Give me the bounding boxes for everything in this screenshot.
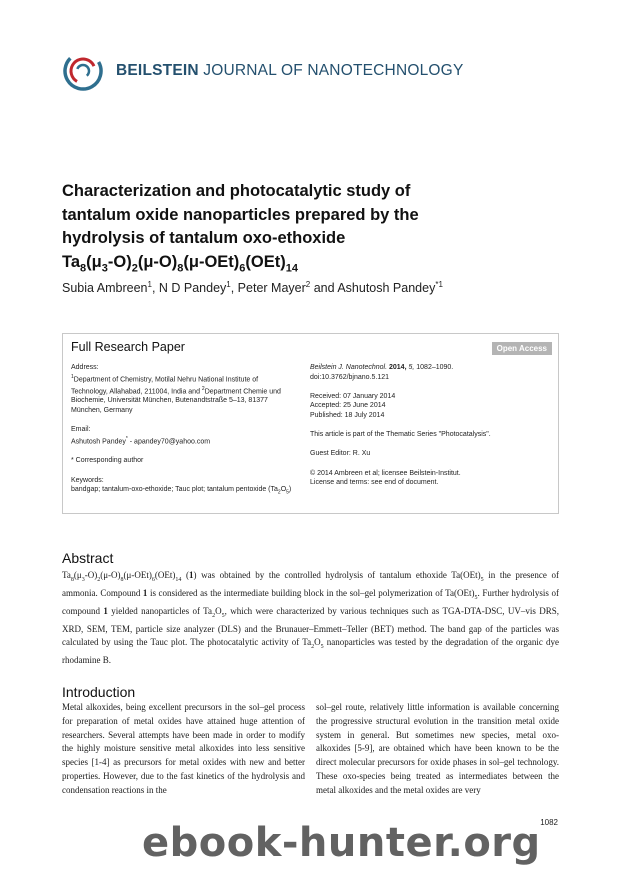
abstract-text: $Ta_8(\mu_3-O)_2(\mu-O)_8(\mu-OEt)_6(OEt)_{14}$ (1) was obtained by the controlled hydrolysis of tantalum ethoxide $Ta(OEt)_5$ in the presence of ammonia. Compound 1 is considered as the intermediate building block in the sol–gel polymerization of $Ta(OEt)_5$. Further hydrolysis of compound 1 yielded nanoparticles of $Ta_2O_5$, which were characterized by various techniques such as TGA-DTA-DSC, UV–vis DRS, XRD, SEM, TEM, particle size analyzer (DLS) and the Brunauer–Emmett–Teller (BET) method. The band gap of the particles was calculated by using the Tauc plot. The photocatalytic activity of $Ta_2O_5$ nanoparticles was tested by the degradation of the organic dye rhodamine B. xyxy=(62,570,560,666)
email-text[interactable]: Ashutosh Pandey* - apandey70@yahoo.com xyxy=(71,435,211,446)
introduction-column-1: Metal alkoxides, being excellent precursors in the sol–gel process for preparation of metal oxides have attained huge attention of researchers. Several attempts have been made in order to modify the highly moisture sensitive metal alkoxides into less sensitive species [1-4] as precursors for metal oxides with new and better properties. However, due to the fast kinetics of the hydrolysis and condensation reactions in the xyxy=(62,702,305,795)
journal-name: BEILSTEIN JOURNAL OF NANOTECHNOLOGY xyxy=(116,62,464,79)
introduction-column-2: sol–gel route, relatively little information is available concerning the progressive structural evolution in the transition metal oxide system in general. But sometimes new species, metal oxo-alkoxides [5-9], are obtained which have been known to be the direct molecular precursors for oxide phases in sol–gel technology. These oxo-species being treated as intermediates between the metal alkoxides and the metal oxides are very xyxy=(316,702,559,795)
published-date: Published: 18 July 2014 xyxy=(310,411,385,419)
watermark: ebook-hunter.org xyxy=(142,820,541,866)
journal-logo xyxy=(62,50,104,92)
page-number: 1082 xyxy=(540,818,558,827)
title-line: Characterization and photocatalytic study of xyxy=(62,182,411,200)
doi-link[interactable]: doi:10.3762/bjnano.5.121 xyxy=(310,373,390,381)
info-left-column xyxy=(71,363,296,498)
info-right-column xyxy=(310,363,550,488)
keywords-label: Keywords: xyxy=(71,476,104,484)
license: License and terms: see end of document. xyxy=(310,479,439,487)
keywords-text: bandgap; tantalum-oxo-ethoxide; Tauc plot; tantalum pentoxide $(Ta_2O_5)$ xyxy=(71,486,292,496)
thematic-series: This article is part of the Thematic Series "Photocatalysis". xyxy=(310,431,491,439)
article-title xyxy=(62,180,482,280)
author-list: Subia Ambreen$^1$, N D Pandey$^1$, Peter Mayer$^2$ and Ashutosh Pandey$^{*1}$ xyxy=(62,280,443,296)
abstract-heading: Abstract xyxy=(62,550,114,566)
beilstein-logo-icon xyxy=(62,50,104,92)
title-line: tantalum oxide nanoparticles prepared by the xyxy=(62,205,419,224)
accepted-date: Accepted: 25 June 2014 xyxy=(310,402,386,410)
citation: Beilstein J. Nanotechnol. 2014, 5, 1082–1090. xyxy=(310,364,454,371)
article-type-heading: Full Research Paper xyxy=(71,340,185,354)
copyright: © 2014 Ambreen et al; licensee Beilstein-Institut. xyxy=(310,469,461,477)
email-label: Email: xyxy=(71,426,91,434)
received-date: Received: 07 January 2014 xyxy=(310,392,396,400)
article-info-box xyxy=(62,333,559,514)
introduction-heading: Introduction xyxy=(62,684,136,700)
title-line: hydrolysis of tantalum oxo-ethoxide xyxy=(62,229,346,247)
guest-editor: Guest Editor: R. Xu xyxy=(310,450,371,458)
address-label: Address: xyxy=(71,364,99,371)
open-access-badge: Open Access xyxy=(492,342,552,355)
corresponding-author-note: * Corresponding author xyxy=(71,457,144,465)
address-text: $^1$Department of Chemistry, Motilal Nehru National Institute of Technology, Allahabad, 211004, India and $^2$Department Chemie und Biochemie, Universität München, Butenandtstraße 5–13, 81377 München, Germany xyxy=(71,373,281,415)
title-formula: $Ta_8(\mu_3-O)_2(\mu-O)_8(\mu-OEt)_6(OEt)_{14}$ xyxy=(62,252,298,274)
